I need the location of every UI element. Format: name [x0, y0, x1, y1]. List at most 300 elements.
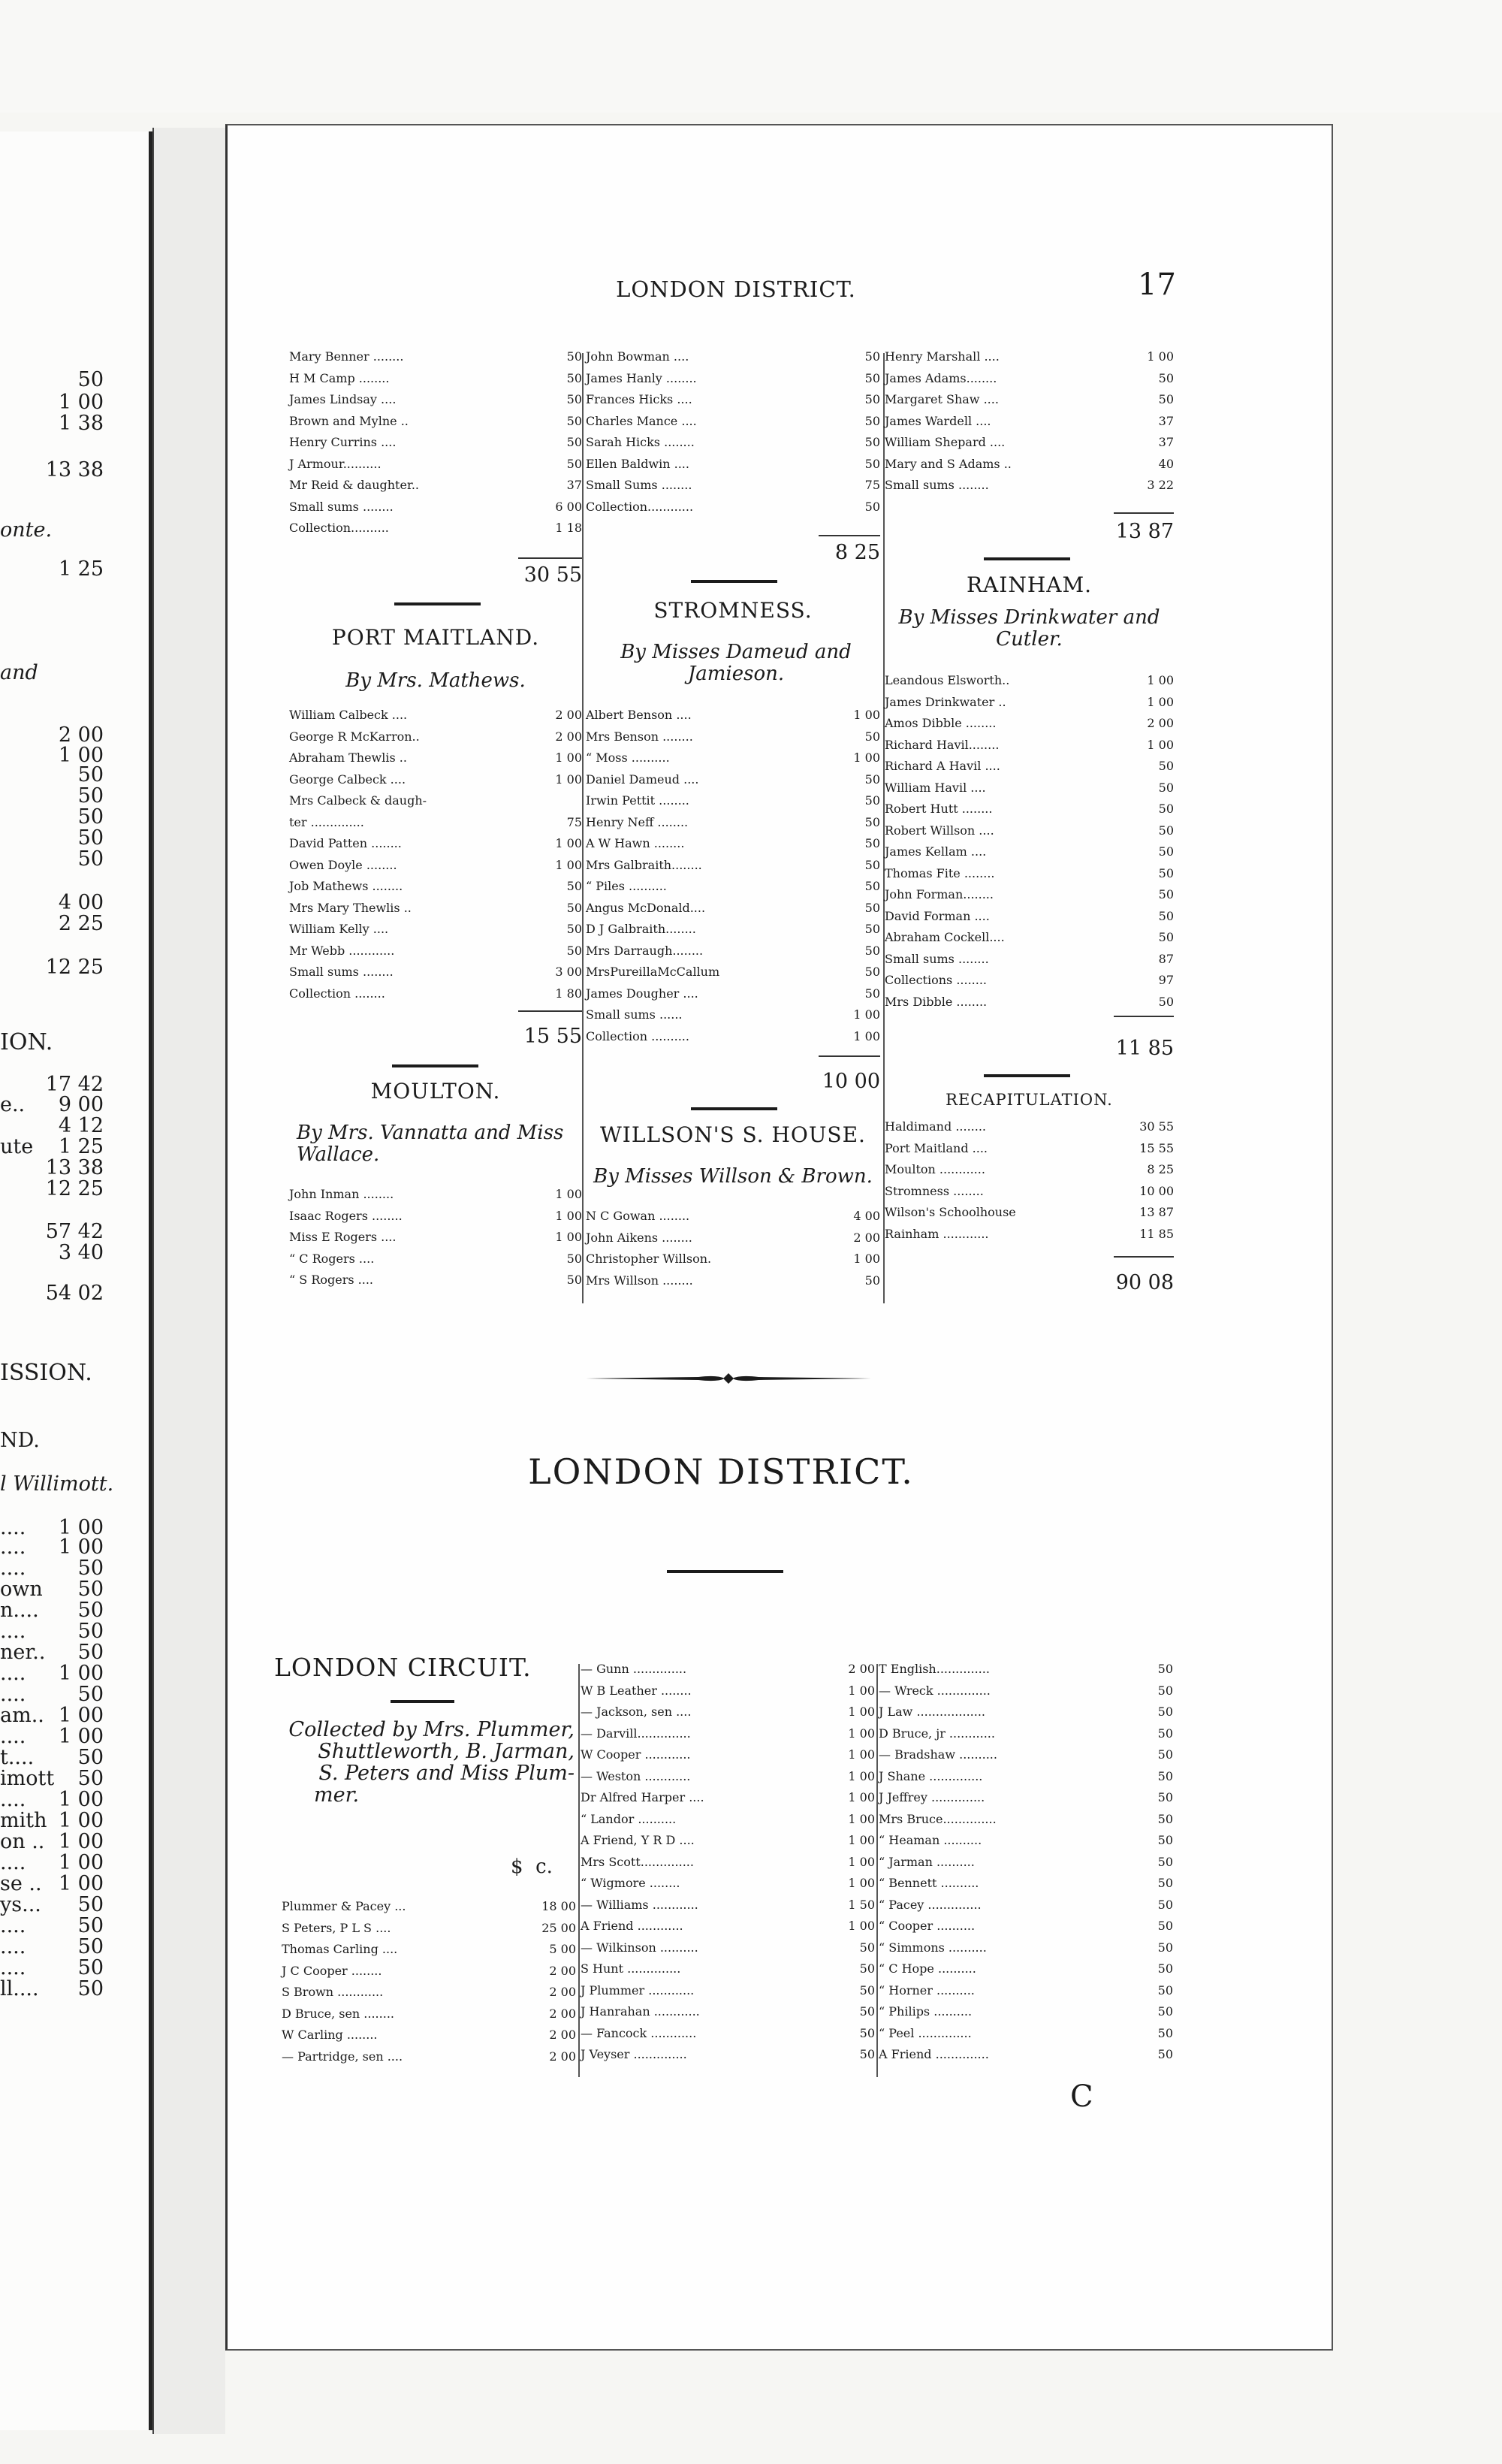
- contributor-name: George R McKarron..: [289, 729, 420, 744]
- list-item: [581, 1919, 875, 1940]
- amount: 50: [1157, 1811, 1173, 1826]
- contributor-name: Collection ..........: [586, 1028, 689, 1043]
- contributor-name: Thomas Carling ....: [282, 1942, 398, 1956]
- list-item: [289, 986, 582, 1008]
- contributor-name: John Aikens ........: [586, 1230, 692, 1245]
- list-item: [289, 729, 582, 751]
- amount: 50: [1157, 1705, 1173, 1719]
- rainham-list: [885, 673, 1174, 1016]
- contributor-name: Richard A Havil ....: [885, 759, 1000, 773]
- amount: 50: [1158, 930, 1174, 944]
- list-item: [289, 392, 582, 414]
- amount: 2 00: [549, 1963, 576, 1978]
- prev-page-amount: 12 25: [45, 1177, 104, 1200]
- contributor-name: Small sums ........: [289, 965, 394, 979]
- prev-page-text: ....: [0, 1935, 26, 1958]
- amount: 50: [566, 413, 582, 428]
- list-item: [879, 2047, 1173, 2069]
- prev-page-text: imott: [0, 1767, 55, 1790]
- contributor-name: MrsPureillaMcCallum: [586, 965, 720, 979]
- section-rule: [394, 602, 481, 605]
- amount: 1 00: [848, 1683, 875, 1698]
- contributor-name: Henry Currins ....: [289, 435, 397, 449]
- section-heading: LONDON DISTRICT.: [528, 1451, 914, 1492]
- amount: 1 00: [848, 1919, 875, 1933]
- section-rule: [691, 580, 777, 583]
- list-item: [885, 887, 1174, 909]
- amount: 50: [1157, 1833, 1173, 1847]
- amount: 50: [1157, 2047, 1173, 2061]
- list-item: [885, 478, 1174, 500]
- list-item: [289, 349, 582, 371]
- contributor-name: W Cooper ............: [581, 1747, 691, 1762]
- prev-page-text: ....: [0, 1725, 26, 1748]
- contributor-name: W B Leather ........: [581, 1683, 692, 1698]
- amount: 37: [1158, 413, 1174, 428]
- stromness-total: 10 00: [822, 1070, 880, 1093]
- list-item: [885, 1184, 1174, 1206]
- amount: 1 00: [853, 1252, 880, 1266]
- amount: 1 00: [555, 772, 582, 787]
- amount: 50: [1158, 823, 1174, 838]
- prev-page-amount: 1 00: [58, 1872, 104, 1895]
- prev-page-amount: 1 00: [58, 1851, 104, 1874]
- prev-page-amount: 50: [77, 1599, 104, 1622]
- contributor-name: James Lindsay ....: [289, 392, 397, 406]
- amount: 1 00: [853, 750, 880, 765]
- prev-page-amount: 50: [77, 1893, 104, 1916]
- contributor-name: J Veyser ..............: [581, 2047, 687, 2061]
- list-item: [282, 1964, 576, 1985]
- contributor-name: Mrs Mary Thewlis ..: [289, 900, 412, 915]
- contributor-name: Miss E Rogers ....: [289, 1230, 397, 1244]
- prev-page-text: ll....: [0, 1977, 39, 2000]
- contributor-name: Collections ........: [885, 973, 988, 987]
- contributor-name: Mrs Willson ........: [586, 1273, 693, 1288]
- amount: 37: [566, 478, 582, 492]
- prev-page-amount: 1 25: [58, 1135, 104, 1158]
- amount: 1 00: [853, 1028, 880, 1043]
- stromness-byline: By Misses Dameud and Jamieson.: [620, 641, 852, 685]
- column-divider: [876, 1664, 878, 2077]
- contributor-name: A Friend ..............: [879, 2047, 989, 2061]
- list-item: [289, 815, 582, 837]
- contributor-name: Amos Dibble ........: [885, 716, 997, 730]
- list-item: [581, 1876, 875, 1898]
- amount: 50: [1157, 2025, 1173, 2040]
- list-item: [289, 858, 582, 880]
- amount: 50: [1157, 1919, 1173, 1933]
- amount: 50: [1157, 1961, 1173, 1976]
- moulton-list: [289, 1187, 582, 1294]
- list-item: [581, 2026, 875, 2048]
- contributor-name: “ Moss ..........: [586, 750, 670, 765]
- list-item: [586, 478, 880, 500]
- list-item: [289, 793, 582, 815]
- prev-page-text: ys...: [0, 1893, 41, 1916]
- prev-page-amount: 50: [77, 1557, 104, 1580]
- prev-page-amount: 50: [77, 763, 104, 787]
- list-item: [879, 1812, 1173, 1834]
- contributor-name: — Williams ............: [581, 1897, 698, 1912]
- list-item: [581, 1683, 875, 1705]
- prev-page-text: on ..: [0, 1830, 45, 1853]
- amount: 50: [864, 922, 880, 936]
- contributor-name: Charles Mance ....: [586, 413, 697, 428]
- list-item: [289, 478, 582, 500]
- prev-page-text: se ..: [0, 1872, 42, 1895]
- contributor-name: — Weston ............: [581, 1768, 691, 1783]
- contributor-name: J Plummer ............: [581, 1982, 695, 1997]
- contributor-name: “ C Hope ..........: [879, 1961, 976, 1976]
- london-col3-list: [879, 1662, 1173, 2069]
- amount: 50: [1158, 759, 1174, 773]
- contributor-name: Collection ........: [289, 986, 385, 1001]
- amount: 1 00: [555, 857, 582, 872]
- london-byline: [285, 1719, 575, 1806]
- contributor-name: H M Camp ........: [289, 370, 390, 385]
- contributor-name: James Wardell ....: [885, 413, 991, 428]
- amount: 1 00: [555, 1230, 582, 1244]
- prev-page-text: mith: [0, 1809, 47, 1832]
- list-item: [586, 858, 880, 880]
- amount: 50: [859, 1961, 875, 1976]
- willson-byline: By Misses Willson & Brown.: [593, 1165, 873, 1188]
- amount: 50: [864, 965, 880, 979]
- prev-page-text: ND.: [0, 1429, 40, 1452]
- amount: 50: [859, 2047, 875, 2061]
- prev-page-amount: 1 00: [58, 1662, 104, 1685]
- contributor-name: Mrs Bruce..............: [879, 1811, 997, 1826]
- prev-page-amount: 50: [77, 847, 104, 871]
- list-item: [885, 371, 1174, 393]
- contributor-name: Collection..........: [289, 521, 389, 535]
- prev-page-text: ute: [0, 1135, 34, 1158]
- recapitulation-heading: RECAPITULATION.: [946, 1091, 1113, 1109]
- contributor-name: Mrs Benson ........: [586, 729, 693, 744]
- contributor-name: J Hanrahan ............: [581, 2004, 700, 2019]
- list-item: [885, 1162, 1174, 1184]
- prev-page-amount: 50: [77, 368, 104, 391]
- amount: 50: [566, 456, 582, 471]
- prev-page-amount: 50: [77, 1767, 104, 1790]
- london-circuit-heading: LONDON CIRCUIT.: [274, 1653, 532, 1682]
- contributor-name: “ Philips ..........: [879, 2004, 973, 2019]
- prev-page-text: ....: [0, 1914, 26, 1937]
- prev-page-amount: 50: [77, 1578, 104, 1601]
- prev-page-text: ....: [0, 1683, 26, 1706]
- prev-page-amount: 12 25: [45, 956, 104, 979]
- amount: 50: [864, 814, 880, 829]
- amount: 1 00: [848, 1876, 875, 1890]
- contributor-name: John Forman........: [885, 887, 994, 901]
- contributor-name: S Peters, P L S ....: [282, 1920, 391, 1935]
- contributor-name: J Jeffrey ..............: [879, 1790, 985, 1804]
- col2-top-total: 8 25: [834, 541, 880, 564]
- prev-page-amount: 9 00: [58, 1093, 104, 1116]
- list-item: [289, 1187, 582, 1209]
- list-item: [879, 1876, 1173, 1898]
- list-item: [885, 414, 1174, 436]
- prev-page-amount: 50: [77, 1620, 104, 1643]
- list-item: [879, 1705, 1173, 1726]
- contributor-name: A Friend ............: [581, 1919, 683, 1933]
- column-divider: [578, 1664, 580, 2077]
- list-item: [581, 1983, 875, 2005]
- contributor-name: Mary Benner ........: [289, 349, 404, 364]
- prev-page-amount: 54 02: [45, 1282, 104, 1305]
- list-item: [586, 371, 880, 393]
- amount: 1 00: [848, 1705, 875, 1719]
- list-item: [586, 435, 880, 457]
- amount: 40: [1158, 456, 1174, 471]
- amount: 50: [566, 879, 582, 893]
- amount: 50: [566, 1273, 582, 1287]
- contributor-name: — Bradshaw ..........: [879, 1747, 997, 1762]
- list-item: [879, 2026, 1173, 2048]
- contributor-name: Frances Hicks ....: [586, 392, 692, 406]
- rainham-total: 11 85: [1115, 1037, 1174, 1060]
- contributor-name: John Bowman ....: [586, 349, 689, 364]
- list-item: [586, 1209, 880, 1230]
- amount: 50: [864, 1273, 880, 1288]
- amount: 50: [1157, 1940, 1173, 1955]
- amount: 1 00: [848, 1747, 875, 1762]
- amount: 50: [864, 349, 880, 364]
- amount: 50: [1158, 392, 1174, 406]
- amount: 1 18: [555, 521, 582, 535]
- contributor-name: David Patten ........: [289, 836, 402, 850]
- contributor-name: Henry Marshall ....: [885, 349, 1000, 364]
- contributor-name: James Adams........: [885, 370, 997, 385]
- prev-page-text: ....: [0, 1788, 26, 1811]
- signature-mark: C: [1070, 2079, 1093, 2114]
- port-maitland-heading: PORT MAITLAND.: [331, 625, 540, 650]
- contributor-name: — Wilkinson ..........: [581, 1940, 698, 1955]
- prev-page-amount: 17 42: [45, 1073, 104, 1096]
- prev-page-amount: 1 00: [58, 1830, 104, 1853]
- amount: 1 00: [848, 1768, 875, 1783]
- amount: 75: [864, 478, 880, 492]
- prev-page-text: am..: [0, 1704, 44, 1727]
- prev-page-amount: 1 38: [58, 412, 104, 435]
- contributor-name: Mrs Calbeck & daugh-: [289, 793, 427, 808]
- prev-page-amount: 2 25: [58, 912, 104, 935]
- contributor-name: James Hanly ........: [586, 370, 697, 385]
- amount: 8 25: [1147, 1162, 1174, 1176]
- amount: 3 22: [1147, 478, 1174, 492]
- list-item: [586, 772, 880, 794]
- list-item: [885, 844, 1174, 866]
- contributor-name: — Partridge, sen ....: [282, 2049, 403, 2064]
- list-item: [586, 1029, 880, 1051]
- total-rule: [518, 1010, 582, 1012]
- list-item: [885, 781, 1174, 802]
- amount: 50: [1157, 1683, 1173, 1698]
- list-item: [879, 1898, 1173, 1919]
- amount: 50: [566, 349, 582, 364]
- contributor-name: Small sums ........: [289, 499, 394, 514]
- section-rule: [392, 1064, 478, 1067]
- list-item: [289, 922, 582, 944]
- list-item: [879, 1833, 1173, 1855]
- list-item: [586, 944, 880, 965]
- list-item: [586, 729, 880, 751]
- port-maitland-total: 15 55: [523, 1025, 582, 1048]
- prev-page-text: l Willimott.: [0, 1472, 114, 1496]
- contributor-name: Small sums ......: [586, 1007, 683, 1022]
- amount: 1 00: [1147, 673, 1174, 687]
- amount: 50: [1157, 1768, 1173, 1783]
- amount: 50: [864, 392, 880, 406]
- contributor-name: “ Jarman ..........: [879, 1854, 975, 1869]
- contributor-name: W Carling ........: [282, 2028, 378, 2042]
- amount: 50: [864, 729, 880, 744]
- prev-page-text: ....: [0, 1620, 26, 1643]
- prev-page-amount: 4 12: [58, 1114, 104, 1137]
- prev-page-text: ....: [0, 1851, 26, 1874]
- contributor-name: “ Cooper ..........: [879, 1919, 976, 1933]
- contributor-name: William Shepard ....: [885, 435, 1006, 449]
- list-item: [879, 1983, 1173, 2005]
- contributor-name: “ Landor ..........: [581, 1811, 677, 1826]
- contributor-name: Owen Doyle ........: [289, 857, 397, 872]
- list-item: [885, 995, 1174, 1016]
- amount: 50: [1157, 1876, 1173, 1890]
- amount: 4 00: [853, 1209, 880, 1223]
- list-item: [885, 909, 1174, 931]
- prev-page-amount: 50: [77, 1683, 104, 1706]
- amount: 1 00: [555, 1208, 582, 1223]
- contributor-name: “ Peel ..............: [879, 2025, 972, 2040]
- list-item: [581, 1747, 875, 1769]
- total-rule: [1114, 1256, 1174, 1258]
- amount: 50: [864, 793, 880, 808]
- list-item: [282, 1985, 576, 2007]
- previous-page-fragment: [0, 131, 152, 2430]
- list-item: [885, 738, 1174, 759]
- amount: 87: [1158, 951, 1174, 966]
- currency-header: $ c.: [511, 1856, 553, 1878]
- amount: 50: [864, 413, 880, 428]
- amount: 50: [864, 836, 880, 850]
- amount: 50: [1158, 370, 1174, 385]
- prev-page-amount: 57 42: [45, 1220, 104, 1243]
- amount: 50: [1158, 908, 1174, 923]
- amount: 50: [566, 392, 582, 406]
- list-item: [581, 1940, 875, 1962]
- total-rule: [1114, 512, 1174, 514]
- contributor-name: “ S Rogers ....: [289, 1273, 373, 1287]
- prev-page-text: ISSION.: [0, 1360, 92, 1386]
- amount: 50: [566, 435, 582, 449]
- contributor-name: Daniel Dameud ....: [586, 772, 699, 787]
- amount: 50: [1158, 844, 1174, 859]
- contributor-name: N C Gowan ........: [586, 1209, 690, 1223]
- list-item: [586, 793, 880, 815]
- moulton-heading: MOULTON.: [370, 1079, 501, 1104]
- total-rule: [819, 1055, 880, 1057]
- col2-top-list: [586, 349, 880, 521]
- list-item: [586, 349, 880, 371]
- byline-line: Collected by Mrs. Plummer,: [288, 1718, 575, 1741]
- amount: 50: [566, 1251, 582, 1266]
- contributor-name: William Calbeck ....: [289, 708, 408, 722]
- list-item: [885, 457, 1174, 479]
- contributor-name: Sarah Hicks ........: [586, 435, 695, 449]
- list-item: [879, 2004, 1173, 2026]
- prev-page-text: e..: [0, 1093, 26, 1116]
- list-item: [879, 1683, 1173, 1705]
- prev-page-text: ....: [0, 1535, 26, 1559]
- prev-page-amount: 50: [77, 1935, 104, 1958]
- prev-page-amount: 50: [77, 1746, 104, 1769]
- list-item: [581, 1961, 875, 1983]
- amount: 50: [1157, 1982, 1173, 1997]
- contributor-name: — Wreck ..............: [879, 1683, 991, 1698]
- contributor-name: Wilson's Schoolhouse: [885, 1205, 1016, 1219]
- amount: 50: [1157, 1747, 1173, 1762]
- amount: 50: [864, 435, 880, 449]
- contributor-name: Stromness ........: [885, 1183, 984, 1198]
- prev-page-amount: 1 00: [58, 1516, 104, 1539]
- contributor-name: George Calbeck ....: [289, 772, 406, 787]
- list-item: [586, 1230, 880, 1252]
- amount: 97: [1158, 973, 1174, 987]
- amount: 50: [864, 456, 880, 471]
- list-item: [885, 1227, 1174, 1249]
- contributor-name: William Havil ....: [885, 780, 986, 795]
- contributor-name: “ Bennett ..........: [879, 1876, 979, 1890]
- list-item: [885, 802, 1174, 823]
- amount: 50: [566, 370, 582, 385]
- contributor-name: “ Wigmore ........: [581, 1876, 680, 1890]
- contributor-name: Isaac Rogers ........: [289, 1208, 403, 1223]
- total-rule: [518, 557, 582, 559]
- list-item: [586, 1007, 880, 1029]
- list-item: [885, 866, 1174, 888]
- prev-page-text: onte.: [0, 518, 53, 542]
- prev-page-amount: 1 00: [58, 1809, 104, 1832]
- section-rule: [984, 1074, 1070, 1077]
- list-item: [885, 759, 1174, 781]
- contributor-name: S Brown ............: [282, 1985, 384, 1999]
- list-item: [885, 1119, 1174, 1141]
- amount: 1 00: [555, 836, 582, 850]
- list-item: [289, 879, 582, 901]
- contributor-name: Leandous Elsworth..: [885, 673, 1010, 687]
- amount: 50: [566, 943, 582, 958]
- prev-page-amount: 50: [77, 1977, 104, 2000]
- willson-list: [586, 1209, 880, 1294]
- amount: 50: [1157, 1790, 1173, 1804]
- amount: 50: [859, 1982, 875, 1997]
- contributor-name: “ Heaman ..........: [879, 1833, 982, 1847]
- contributor-name: — Fancock ............: [581, 2025, 697, 2040]
- port-maitland-list: [289, 708, 582, 1007]
- contributor-name: James Kellam ....: [885, 844, 987, 859]
- list-item: [879, 1919, 1173, 1940]
- contributor-name: Mrs Darraugh........: [586, 943, 704, 958]
- list-item: [282, 1921, 576, 1943]
- contributor-name: Mr Webb ............: [289, 943, 395, 958]
- contributor-name: T English..............: [879, 1662, 990, 1676]
- list-item: [885, 349, 1174, 371]
- amount: 37: [1158, 435, 1174, 449]
- list-item: [282, 2007, 576, 2028]
- list-item: [289, 414, 582, 436]
- section-rule: [691, 1107, 777, 1110]
